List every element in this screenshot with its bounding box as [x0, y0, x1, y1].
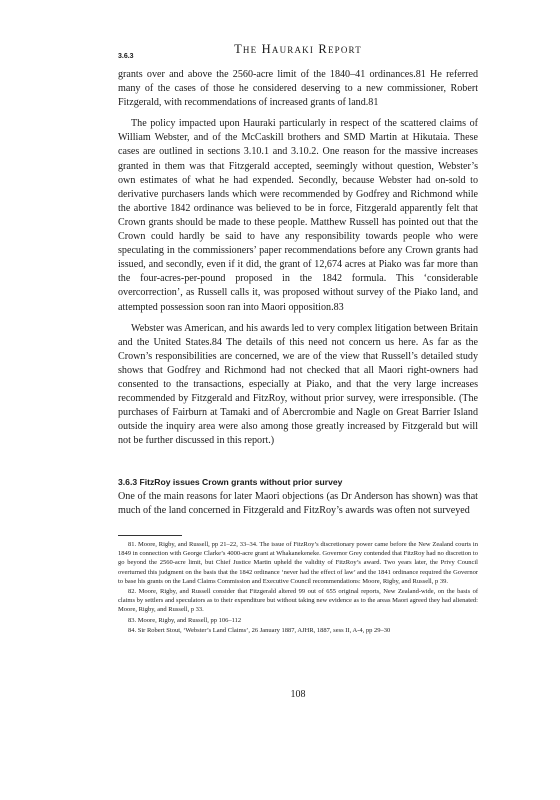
footnote: 81. Moore, Rigby, and Russell, pp 21–22, 33–34. The issue of FitzRoy’s discretionary power came before the New Zealand courts in 1849 in connection with George Clarke’s 4000-acre grant at Whakanekeneke. Governor Grey contended that FitzRoy had no discretion to go beyond the 2560-acre limit, but Chief Justice Martin upheld the validity of FitzRoy’s award. Two years later, the Privy Council overturned this judgment on the basis that the 1842 ordinance ‘never had the effect of law’ and the 1841 ordinance required the Governor to base his grants on the Land Claims Commission and Executive Council recommendations: Moore, Rigby, and Russell, p 39.: [118, 541, 478, 585]
page-number: 108: [290, 689, 306, 700]
section-heading: 3.6.3 FitzRoy issues Crown grants without prior survey: [118, 477, 343, 487]
paragraph: Webster was American, and his awards led to very complex litigation between Britain and the United States.84 The details of this need not concern us here. As far as the Crown’s responsibilities are concerned, we are of the view that Russell’s detailed study shows that Godfrey and Richmond had not checked that all Maori right-owners had consented to the transactions, especially at Piako, and that the very large increases recommended by Fitzgerald and FitzRoy, without prior survey, were irresponsible. (The purchases of Fairburn at Tamaki and of Abercrombie and Nagle on Great Barrier Island outside the inquiry area were also among those greatly increased by Fitzgerald but will not be further discussed in this report.): [118, 322, 478, 447]
section-paragraph: One of the main reasons for later Maori objections (as Dr Anderson has shown) was that much of the land concerned in Fitzgerald and FitzRoy’s awards was often not surveyed: [118, 491, 478, 517]
footnote: 82. Moore, Rigby, and Russell consider that Fitzgerald altered 99 out of 655 original reports, New Zealand-wide, on the basis of claims by settlers and speculators as to their expenditure but without taking new evidence as to the areas Maori agreed they had alienated: Moore, Rigby, and Russell, p 33.: [118, 588, 478, 614]
footnote: 84. Sir Robert Stout, ‘Webster’s Land Claims’, 26 January 1887, AJHR, 1887, sess II, A-4, pp 29–30: [128, 626, 391, 634]
running-header: The Hauraki Report: [234, 42, 362, 56]
footnotes: [118, 540, 478, 636]
footnote: 83. Moore, Rigby, and Russell, pp 106–112: [128, 616, 242, 624]
paragraph: The policy impacted upon Hauraki particularly in respect of the scattered claims of William Webster, and of the McCaskill brothers and SMD Martin at Hikutaia. These cases are outlined in sections 3.10.1 and 3.10.2. One reason for the massive increases granted in them was that Fitzgerald accepted, seemingly without question, Webster’s own estimates of what he had expended. Secondly, because Webster had on-sold to derivative purchasers lands which were recommended by Godfrey and Richmond while the abortive 1842 ordinance was believed to be in force, Fitzgerald apparently felt that Crown grants should be made to these people. Matthew Russell has pointed out that the Crown could hardly be said to have any responsibility towards people who were speculating in the commissioners’ paper recommendations before any Crown grants had issued, and secondly, even if it did, the grant of 12,674 acres at Piako was far more than the four-acres-per-pound proposed in the 1842 formula. This ‘considerable overcorrection’, as Russell calls it, was proposed without survey of the Piako land, and attempted possession soon ran into Maori opposition.83: [118, 118, 478, 313]
footnote-rule: [118, 535, 182, 536]
paragraph: grants over and above the 2560-acre limit of the 1840–41 ordinances.81 He referred many of the cases of those he considered deserving to a new commissioner, Robert Fitzgerald, with recommendations of increased grants of land.81: [118, 69, 478, 109]
body-text: [118, 68, 478, 455]
section-marker: 3.6.3: [118, 53, 134, 60]
